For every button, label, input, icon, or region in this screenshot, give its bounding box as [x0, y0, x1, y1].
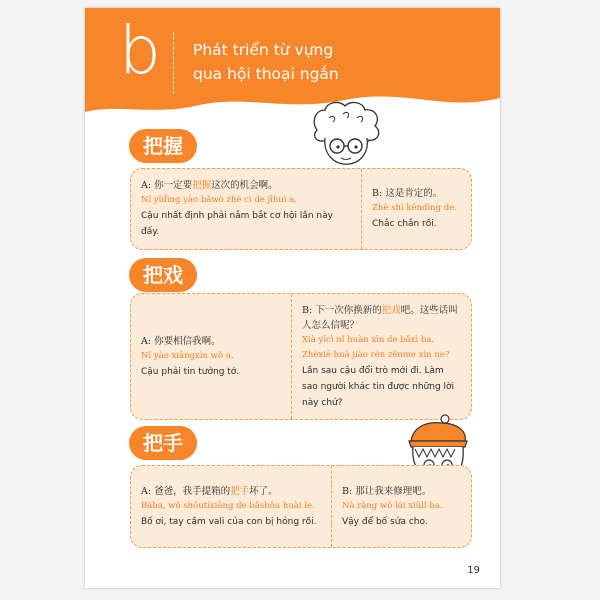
- pinyin-text: Nǐ yào xiāngxìn wǒ a.: [141, 350, 234, 361]
- chinese-text: B: 那让我来修理吧。: [342, 485, 432, 497]
- section-title-line-1: Phát triển từ vựng: [193, 41, 334, 59]
- pinyin-text: Xià yīcì nǐ huàn xīn de bǎxì ba. Zhèxiē huà jiào rén zěnme xìn ne?: [302, 334, 450, 360]
- page-number: 19: [467, 565, 480, 576]
- chinese-text: A: 爸爸，我手提箱的把手坏了。: [141, 485, 278, 497]
- header-divider: [173, 32, 174, 94]
- vocab-badge-1: 把握: [129, 129, 197, 163]
- dialogue-card-2: [130, 293, 472, 420]
- dialogue-line-a: [131, 169, 361, 249]
- dialogue-card-3: [130, 465, 472, 548]
- section-title-line-2: qua hội thoại ngắn: [193, 65, 339, 83]
- dialogue-line-b: [361, 169, 471, 249]
- chinese-text: B: 下一次你换新的把戏吧。这些话叫人怎么信呢？: [302, 304, 458, 331]
- dialogue-line-b: [331, 466, 471, 547]
- dialogue-line-b: [291, 294, 471, 419]
- book-page: [85, 8, 500, 588]
- vocab-badge-3: 把手: [129, 426, 197, 460]
- pinyin-text: Nà ràng wǒ lái xiūlǐ ba.: [342, 500, 443, 511]
- vocab-badge-2: 把戏: [129, 258, 197, 292]
- pinyin-text: Zhè shì kěndìng de.: [372, 203, 457, 213]
- pinyin-text: Bàba, wǒ shǒutíxiāng de bǎshǒu huài le.: [141, 500, 315, 511]
- pinyin-text: Nǐ yīdìng yào bǎwò zhè cì de jīhuì a.: [141, 195, 297, 205]
- vietnamese-text: Lần sau cậu đổi trò mới đi. Làm sao người khác tin được những lời này chứ?: [302, 365, 455, 408]
- section-title: [193, 38, 339, 86]
- chinese-text: A: 你一定要把握这次的机会啊。: [141, 180, 278, 191]
- dialogue-line-a: [131, 294, 291, 419]
- vietnamese-text: Cậu phải tin tưởng tớ.: [141, 366, 240, 377]
- vietnamese-text: Cậu nhất định phải nắm bắt cơ hội lần này đấy.: [141, 211, 333, 237]
- section-letter: b: [119, 12, 161, 89]
- chinese-text: A: 你要相信我啊。: [141, 335, 221, 347]
- dialogue-card-1: [130, 168, 472, 250]
- curly-hair-girl-doodle: [307, 100, 385, 170]
- vietnamese-text: Vậy để bố sửa cho.: [342, 516, 428, 527]
- chinese-text: B: 这是肯定的。: [372, 188, 443, 199]
- vietnamese-text: Chắc chắn rồi.: [372, 219, 437, 229]
- dialogue-line-a: [131, 466, 331, 547]
- vietnamese-text: Bố ơi, tay cầm vali của con bị hỏng rồi.: [141, 516, 317, 527]
